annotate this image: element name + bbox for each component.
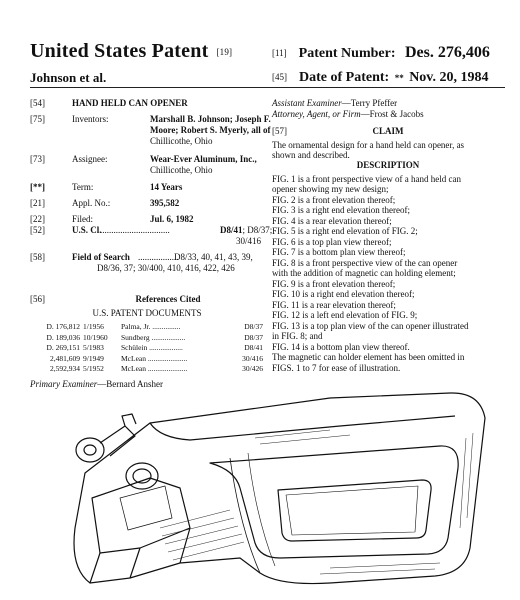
- references-table: [38, 322, 263, 375]
- primary-examiner: Primary Examiner—Bernard Ansher: [30, 379, 163, 389]
- description-line: FIG. 2 is a front elevation thereof;: [272, 194, 396, 205]
- reference-name: Sundberg ..................: [121, 332, 186, 342]
- attorney: Attorney, Agent, or Firm—Frost & Jacobs: [272, 109, 424, 119]
- reference-number: D. 176,812: [46, 322, 80, 331]
- assistant-examiner: Assistant Examiner—Terry Pfeffer: [272, 98, 398, 108]
- description-line: FIG. 5 is a right end elevation of FIG. 2;: [272, 226, 418, 236]
- reference-row: [38, 333, 263, 344]
- description-line: FIG. 3 is a right end elevation thereof;: [272, 205, 410, 215]
- references-heading: U.S. PATENT DOCUMENTS: [92, 308, 202, 318]
- description-line: The magnetic can holder element has been omitted in: [272, 352, 465, 362]
- reference-cls: 30/416: [242, 353, 263, 363]
- reference-number: 2,481,609: [50, 353, 80, 363]
- reference-cls: D8/37: [244, 332, 263, 342]
- description-line: FIG. 14 is a bottom plan view thereof.: [272, 341, 410, 352]
- description-line: in FIG. 8; and: [272, 331, 323, 341]
- claim-heading: CLAIM: [372, 126, 404, 136]
- reference-row: [38, 364, 263, 375]
- can-opener-drawing: [30, 378, 500, 588]
- reference-date: 10/1960: [83, 332, 108, 342]
- reference-name: Schülein ..................: [121, 343, 183, 352]
- description-heading: DESCRIPTION: [356, 160, 420, 170]
- reference-row: [38, 354, 263, 365]
- description-line: FIG. 7 is a bottom plan view thereof;: [272, 247, 406, 257]
- reference-cls: D8/37: [244, 322, 263, 331]
- reference-number: 2,592,934: [50, 364, 80, 373]
- reference-date: 1/1956: [83, 322, 104, 331]
- claim-section: [57] CLAIM The ornamental design for a hand held can opener, as shown and described.: [272, 126, 504, 161]
- description-line: FIG. 1 is a front perspective view of a hand held can: [272, 173, 461, 184]
- inventors-short: Johnson et al.: [30, 70, 107, 85]
- claim-line: The ornamental design for a hand held can opener, as: [272, 139, 465, 150]
- reference-number: D. 269,151: [46, 343, 80, 352]
- reference-date: 9/1949: [83, 353, 104, 363]
- reference-number: D. 189,036: [46, 332, 80, 342]
- description-line: FIGS. 1 to 7 for ease of illustration.: [272, 362, 401, 373]
- description-line: with the addition of magnetic can holding element;: [272, 268, 456, 278]
- title-code: [19]: [216, 47, 233, 57]
- patent-number-value: Des. 276,406: [404, 44, 490, 61]
- header-rule: [30, 87, 505, 88]
- description-line: opener showing my new design;: [272, 184, 389, 194]
- description-line: FIG. 13 is a top plan view of the can opener illustrated: [272, 320, 469, 331]
- patent-office-title: United States Patent [19]: [30, 40, 233, 62]
- reference-name: Palma, Jr. ...............: [121, 322, 181, 331]
- reference-date: 5/1952: [83, 364, 104, 373]
- description-line: FIG. 9 is a front elevation thereof;: [272, 278, 396, 289]
- description-line: FIG. 4 is a rear elevation thereof;: [272, 215, 392, 226]
- description-line: FIG. 11 is a rear elevation thereof;: [272, 299, 396, 310]
- reference-date: 5/1983: [83, 343, 104, 352]
- description-line: FIG. 10 is a right end elevation thereof;: [272, 289, 415, 299]
- reference-row: [38, 343, 263, 354]
- description-line: FIG. 8 is a front perspective view of the can opener: [272, 257, 458, 268]
- reference-row: [38, 322, 263, 333]
- description-line: FIG. 12 is a left end elevation of FIG. 9;: [272, 310, 418, 320]
- patent-number-line: [11] Patent Number: Des. 276,406: [272, 44, 490, 61]
- reference-cls: D8/41: [244, 343, 263, 352]
- reference-name: McLean .....................: [121, 353, 188, 363]
- claim-line: shown and described.: [272, 150, 350, 160]
- reference-name: McLean .....................: [121, 364, 188, 373]
- reference-cls: 30/426: [242, 364, 263, 373]
- patent-date-value: Nov. 20, 1984: [409, 70, 489, 85]
- description-section: [272, 160, 504, 373]
- patent-date-line: [45] Date of Patent: ** Nov. 20, 1984: [272, 70, 489, 85]
- description-line: FIG. 6 is a top plan view thereof;: [272, 236, 392, 247]
